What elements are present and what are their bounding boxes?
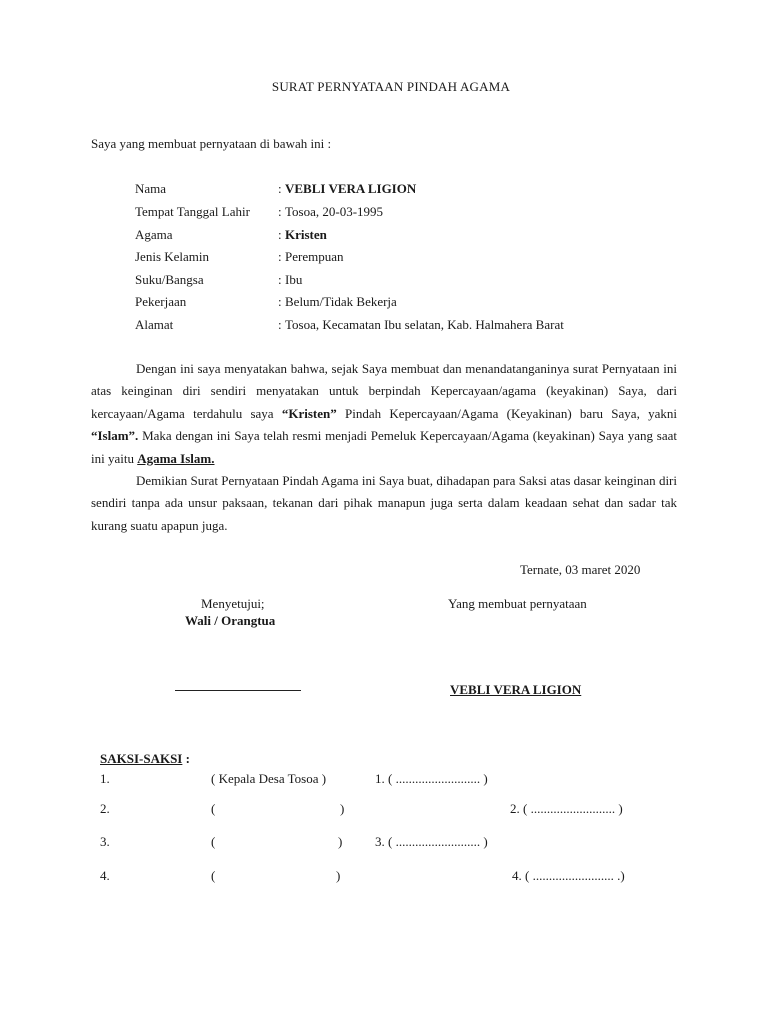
- old-religion: “Kristen”: [281, 405, 337, 421]
- field-value-suku: Ibu: [285, 272, 303, 287]
- field-label-nama: Nama: [135, 181, 167, 196]
- field-sep: :: [278, 227, 282, 242]
- field-label-jenis-kelamin: Jenis Kelamin: [135, 249, 210, 264]
- document-title: SURAT PERNYATAAN PINDAH AGAMA: [271, 79, 511, 94]
- field-value-pekerjaan: Belum/Tidak Bekerja: [285, 294, 397, 309]
- field-value-jenis-kelamin: Perempuan: [285, 249, 344, 264]
- closing-paragraph: Demikian Surat Pernyataan Pindah Agama ini Saya buat, dihadapan para Saksi atas dasar keinginan diri sendiri tanpa ada unsur paksaan, tekanan dari pihak manapun juga serta dalam keadaan sehat dan sadar tak kurang suatu apapun juga.: [91, 473, 677, 533]
- witness-number: 2.: [100, 801, 110, 816]
- final-religion: Agama Islam.: [137, 450, 215, 466]
- field-label-agama: Agama: [135, 227, 173, 242]
- witness-paren-open: (: [211, 834, 216, 849]
- approver-signature-line: [175, 690, 301, 691]
- field-label-suku: Suku/Bangsa: [135, 272, 204, 287]
- witness-number: 1.: [100, 771, 110, 786]
- field-sep: :: [278, 272, 282, 287]
- witness-role: ( Kepala Desa Tosoa ): [211, 771, 327, 786]
- witness-title: SAKSI-SAKSI :: [100, 751, 190, 766]
- witness-number: 3.: [100, 834, 110, 849]
- witness-number: 4.: [100, 868, 110, 883]
- witness-paren-close: ): [338, 834, 343, 849]
- place-date: Ternate, 03 maret 2020: [520, 562, 641, 577]
- field-label-pekerjaan: Pekerjaan: [135, 294, 187, 309]
- witness-signature: 2. ( .......................... ): [510, 801, 623, 816]
- field-sep: :: [278, 317, 282, 332]
- field-label-ttl: Tempat Tanggal Lahir: [135, 204, 250, 219]
- witness-signature: 4. ( ......................... .): [512, 868, 625, 883]
- maker-name: VEBLI VERA LIGION: [450, 682, 582, 697]
- field-value-ttl: Tosoa, 20-03-1995: [285, 204, 384, 219]
- statement-paragraph: Dengan ini saya menyatakan bahwa, sejak Saya membuat dan menandatanganinya surat Pernyataan ini atas keinginan diri sendiri menyatakan untuk berpindah Kepercayaan/agama (keyakinan) Saya, dari kercayaan/Agama terdahulu saya “Kristen” Pindah Kepercayaan/Agama (Keyakinan) baru Saya, yakni “Islam”. Maka dengan ini Saya telah resmi menjadi Pemeluk Kepercayaan/Agama (keyakinan) Saya yang saat ini yaitu Agama Islam.: [91, 361, 677, 466]
- field-sep: :: [278, 249, 282, 264]
- field-value-alamat: Tosoa, Kecamatan Ibu selatan, Kab. Halmahera Barat: [285, 317, 564, 332]
- witness-paren-open: (: [211, 868, 216, 883]
- approver-role: Wali / Orangtua: [185, 613, 276, 628]
- statement-body: [91, 358, 677, 537]
- field-sep: :: [278, 204, 282, 219]
- witness-paren-close: ): [340, 801, 345, 816]
- maker-label: Yang membuat pernyataan: [448, 596, 587, 611]
- field-value-agama: Kristen: [285, 227, 327, 242]
- field-value-nama: VEBLI VERA LIGION: [285, 181, 417, 196]
- field-label-alamat: Alamat: [135, 317, 174, 332]
- witness-signature: 1. ( .......................... ): [375, 771, 488, 786]
- field-sep: :: [278, 181, 282, 196]
- intro-text: Saya yang membuat pernyataan di bawah ini :: [91, 136, 332, 151]
- witness-paren-close: ): [336, 868, 341, 883]
- witness-paren-open: (: [211, 801, 216, 816]
- approve-label: Menyetujui;: [201, 596, 265, 611]
- witness-signature: 3. ( .......................... ): [375, 834, 488, 849]
- field-sep: :: [278, 294, 282, 309]
- new-religion: “Islam”.: [91, 428, 139, 444]
